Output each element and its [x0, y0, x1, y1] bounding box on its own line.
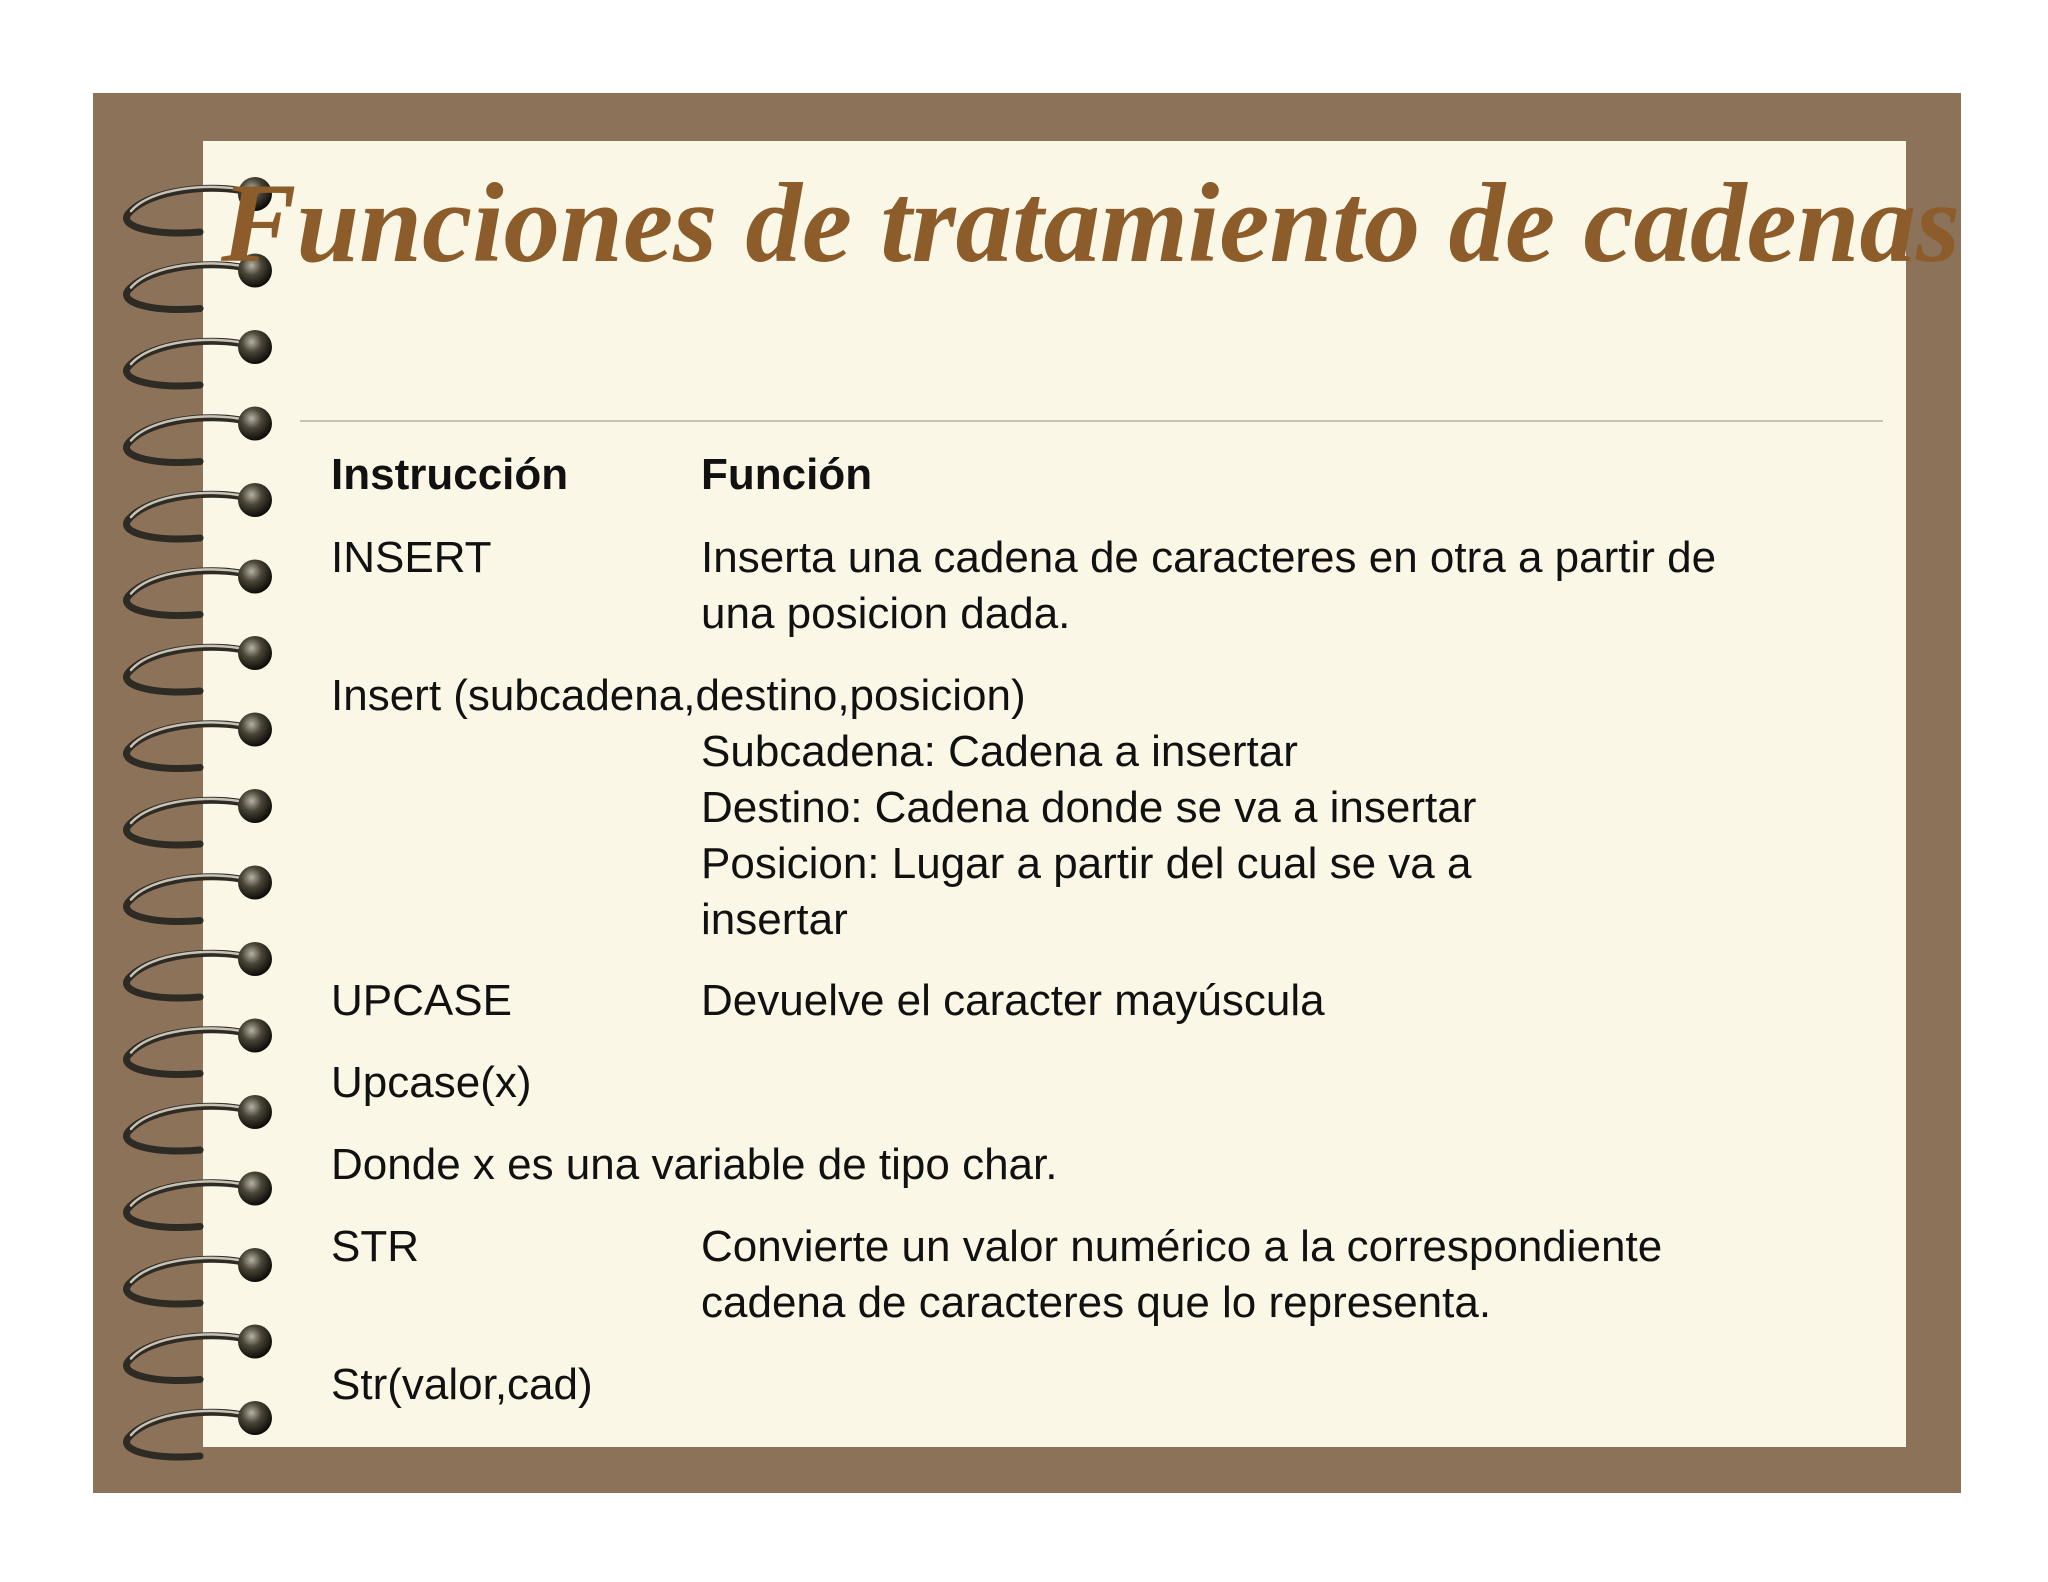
insert-param-posicion-cont: insertar: [701, 895, 848, 944]
spiral-eyelet: [238, 1095, 272, 1129]
spiral-ring: [127, 1259, 248, 1304]
spiral-eyelet: [238, 942, 272, 976]
spiral-ring: [127, 571, 248, 616]
insert-desc-line-1: Inserta una cadena de caracteres en otra a partir de: [701, 533, 1717, 582]
spiral-ring: [127, 953, 248, 998]
spiral-ring: [127, 1183, 248, 1228]
upcase-note: Donde x es una variable de tipo char.: [331, 1140, 1058, 1189]
insert-param-destino: Destino: Cadena donde se va a insertar: [701, 783, 1477, 832]
spiral-eyelet: [238, 407, 272, 441]
spiral-eyelet: [238, 866, 272, 900]
spiral-ring: [127, 1030, 248, 1075]
spiral-ring: [127, 418, 248, 463]
spiral-ring: [127, 1336, 248, 1381]
insert-param-posicion: Posicion: Lugar a partir del cual se va a: [701, 839, 1472, 888]
spiral-ring: [127, 341, 248, 386]
spiral-eyelet: [238, 560, 272, 594]
str-desc-line-1: Convierte un valor numérico a la correspondiente: [701, 1222, 1663, 1271]
upcase-syntax: Upcase(x): [331, 1058, 532, 1107]
spiral-ring: [127, 647, 248, 692]
title-divider: [300, 420, 1883, 422]
spiral-ring: [127, 1412, 248, 1457]
str-name: STR: [331, 1222, 419, 1271]
spiral-eyelet: [238, 789, 272, 823]
str-syntax: Str(valor,cad): [331, 1360, 593, 1409]
spiral-ring: [127, 800, 248, 845]
header-instruction: Instrucción: [331, 450, 569, 499]
spiral-eyelet: [238, 1325, 272, 1359]
insert-param-subcadena: Subcadena: Cadena a insertar: [701, 727, 1298, 776]
spiral-eyelet: [238, 1401, 272, 1435]
slide-title: Funciones de tratamiento de cadenas: [221, 161, 1960, 286]
spiral-eyelet: [238, 1248, 272, 1282]
insert-name: INSERT: [331, 533, 492, 582]
spiral-eyelet: [238, 713, 272, 747]
insert-desc-line-2: una posicion dada.: [701, 589, 1071, 638]
insert-syntax: Insert (subcadena,destino,posicion): [331, 671, 1026, 720]
upcase-name: UPCASE: [331, 976, 512, 1025]
header-function: Función: [701, 450, 873, 499]
spiral-eyelet: [238, 483, 272, 517]
spiral-eyelet: [238, 1019, 272, 1053]
spiral-eyelet: [238, 330, 272, 364]
upcase-desc: Devuelve el caracter mayúscula: [701, 976, 1325, 1025]
spiral-ring: [127, 877, 248, 922]
spiral-eyelet: [238, 636, 272, 670]
str-desc-line-2: cadena de caracteres que lo representa.: [701, 1278, 1492, 1327]
spiral-ring: [127, 1106, 248, 1151]
spiral-ring: [127, 494, 248, 539]
spiral-eyelet: [238, 1172, 272, 1206]
spiral-ring: [127, 724, 248, 769]
